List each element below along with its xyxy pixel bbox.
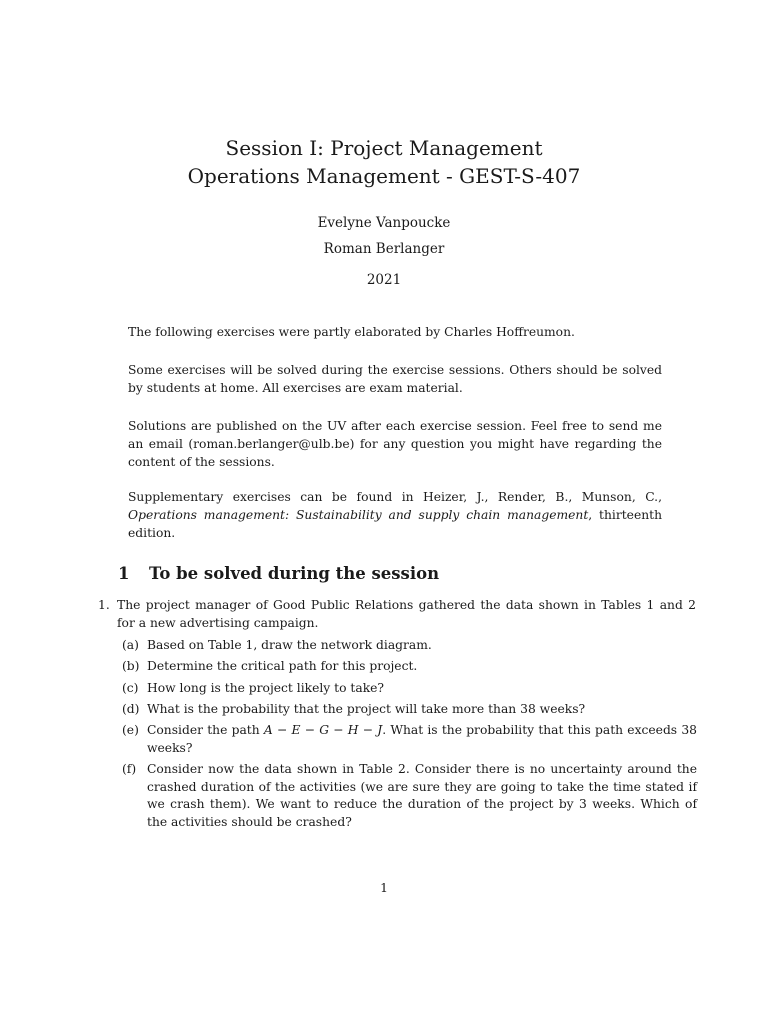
- question-1: [98, 597, 696, 632]
- part-label: (b): [122, 659, 140, 673]
- part-text-before: Consider the path: [147, 723, 264, 737]
- part-label: (f): [122, 762, 137, 776]
- part-label: (d): [122, 702, 140, 716]
- author-2: Roman Berlanger: [323, 241, 445, 257]
- question-text: The project manager of Good Public Relations gathered the data shown in Tables 1 and 2 for a new advertising campaign.: [117, 598, 696, 630]
- author-1: Evelyne Vanpoucke: [317, 215, 451, 231]
- reference-edition: , thirteenth edition.: [128, 508, 662, 540]
- section-heading: [118, 564, 439, 583]
- part-text-after: . What is the probability that this path exceeds 38 weeks?: [147, 723, 697, 755]
- part-text: How long is the project likely to take?: [147, 681, 385, 695]
- question-number: 1.: [98, 598, 110, 612]
- intro-paragraph-4: [128, 488, 662, 542]
- intro-paragraph-1: The following exercises were partly elaborated by Charles Hoffreumon.: [128, 325, 575, 339]
- question-part: [122, 761, 697, 831]
- path-expression: A − E − G − H − J: [263, 723, 383, 737]
- question-part: [122, 658, 697, 676]
- title-block: [0, 134, 768, 190]
- part-text: Determine the critical path for this project.: [147, 659, 418, 673]
- question-part: [122, 680, 697, 698]
- part-label: (c): [122, 681, 139, 695]
- part-text: What is the probability that the project will take more than 38 weeks?: [147, 702, 586, 716]
- reference-text: Supplementary exercises can be found in Heizer, J., Render, B., Munson, C.,: [128, 490, 662, 504]
- part-text: Consider now the data shown in Table 2. Consider there is no uncertainty around the crashed duration of the activities (we are sure they are going to take the time stated if we crash them). We want to reduce the duration of the project by 3 weeks. Which of the activities should be crashed?: [147, 762, 697, 829]
- intro-paragraph-2: Some exercises will be solved during the exercise sessions. Others should be solved by students at home. All exercises are exam material.: [128, 363, 662, 395]
- year: 2021: [366, 272, 402, 288]
- part-text: Based on Table 1, draw the network diagram.: [147, 638, 432, 652]
- reference-book-title: Operations management: Sustainability and supply chain management: [128, 508, 589, 522]
- part-text: [147, 722, 697, 757]
- title-line-1: Session I: Project Management: [225, 136, 543, 160]
- part-label: (e): [122, 723, 139, 737]
- question-part: [122, 722, 697, 757]
- page-number: 1: [380, 881, 388, 895]
- title-line-2: Operations Management - GEST-S-407: [187, 164, 581, 188]
- section-title: To be solved during the session: [149, 564, 440, 583]
- question-part: [122, 637, 697, 655]
- part-label: (a): [122, 638, 139, 652]
- intro-paragraph-3: Solutions are published on the UV after each exercise session. Feel free to send me an email (roman.berlanger@ulb.be) for any question you might have regarding the content of the sessions.: [128, 419, 662, 469]
- question-part: [122, 701, 697, 719]
- section-number: 1: [118, 564, 130, 583]
